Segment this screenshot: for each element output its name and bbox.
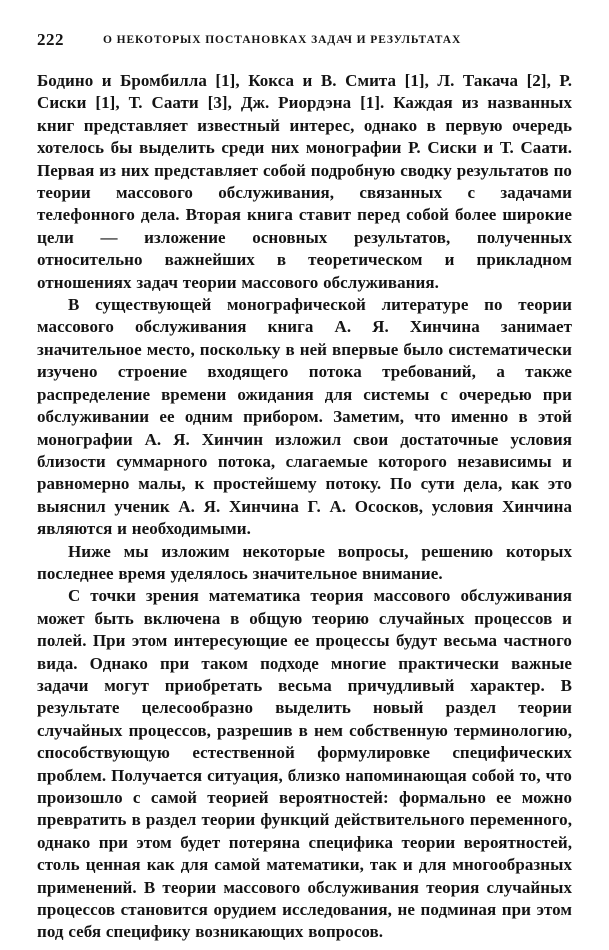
page-number: 222 [37,30,64,49]
running-head [37,28,582,54]
running-head-title: О НЕКОТОРЫХ ПОСТАНОВКАХ ЗАДАЧ И РЕЗУЛЬТАТАХ [103,34,462,46]
paragraph-1: Бодино и Бромбилла [1], Кокса и В. Смита [1], Л. Такача [2], Р. Сиски [1], Т. Саати [3], Дж. Риордэна [1]. Каждая из названных книг представляет известный интерес, однако в первую очередь хотелось бы выделить среди них монографии Р. Сиски и Т. Саати. Первая из них представляет собой подробную сводку результатов по теории массового обслуживания, связанных с задачами телефонного дела. Вторая книга ставит перед собой более широкие цели — изложение основных результатов, полученных относительно важнейших в теоретическом и прикладном отношениях задач теории массового обслуживания. [37,71,572,292]
body-text [37,70,572,944]
paragraph-2: В существующей монографической литературе по теории массового обслуживания книга А. Я. Хинчина занимает значительное место, поскольку в ней впервые было систематически изучено строение входящего потока требований, а также распределение времени ожидания для системы с очередью при обслуживании ее одним прибором. Заметим, что именно в этой монографии А. Я. Хинчин изложил свои достаточные условия близости суммарного потока, слагаемые которого независимы и равномерно малы, к простейшему потоку. По сути дела, как это выяснил ученик А. Я. Хинчина Г. А. Ососков, условия Хинчина являются и необходимыми. [37,295,572,539]
paragraph-4: С точки зрения математика теория массового обслуживания может быть включена в общую теорию случайных процессов и полей. При этом интересующие ее процессы будут весьма частного вида. Однако при таком подходе многие практически важные задачи могут приобретать весьма причудливый характер. В результате целесообразно выделить новый раздел теории случайных процессов, разрешив в нем собственную терминологию, способствующую естественной формулировке специфических проблем. Получается ситуация, близко напоминающая собой то, что произошло с самой теорией вероятностей: формально ее можно превратить в раздел теории функций действительного переменного, однако при этом будет потеряна специфика теории вероятностей, столь ценная как для самой математики, так и для многообразных применений. В теории массового обслуживания теория случайных процессов становится орудием исследования, не подминая при этом под себя специфику возникающих вопросов. [37,586,572,942]
paragraph-3: Ниже мы изложим некоторые вопросы, решению которых последнее время уделялось значительное внимание. [37,541,572,583]
